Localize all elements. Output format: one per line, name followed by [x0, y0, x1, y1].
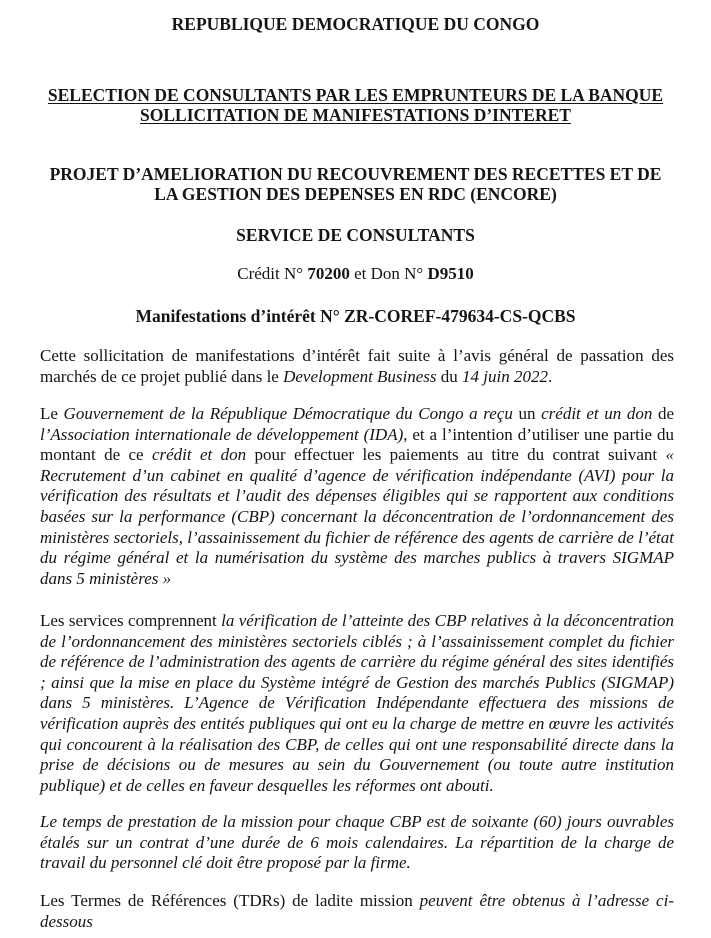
para1-connector: du [436, 366, 463, 386]
project-title-line2: LA GESTION DES DEPENSES EN RDC (ENCORE) [154, 184, 557, 204]
paragraph-tdr [40, 891, 674, 932]
para1-date: 14 juin 2022 [462, 366, 548, 386]
para2-i: pour effectuer les paiements au titre du contrat suivant [246, 445, 666, 465]
para2-contract-title: « Recrutement d’un cabinet en qualité d’agence de vérification indépendante (AVI) pour la vérification des résultats et l’audit des dépenses éligibles qui se rapportent aux conditions basées sur la performance (CBP) concernant la déconcentration de l’ordonnancement des ministères sectoriels, l’assainissement du fichier de référence des agents de carrière de l’état du régime général et la numérisation du système des marches publics à travers SIGMAP dans 5 ministères » [40, 445, 675, 588]
credit-number: 70200 [307, 264, 350, 283]
paragraph-duration [40, 812, 674, 874]
selection-heading-line2: SOLLICITATION DE MANIFESTATIONS D’INTERET [140, 105, 571, 125]
para2-c: un [512, 404, 542, 423]
para5-address-note: peuvent être obtenus à l’adresse ci-dessous [40, 891, 674, 931]
paragraph-intro [40, 346, 674, 387]
para3-a: Les services comprennent [40, 611, 222, 630]
para2-a: Le [40, 404, 64, 423]
project-title-line1: PROJET D’AMELIORATION DU RECOUVREMENT DES RECETTES ET DE [49, 164, 662, 184]
para2-credit-don-2: crédit et don [151, 445, 247, 465]
credit-line [0, 264, 711, 284]
para2-e: de [652, 404, 675, 423]
paragraph-services [40, 611, 674, 796]
credit-prefix: Crédit N° [237, 264, 308, 283]
service-heading: SERVICE DE CONSULTANTS [236, 225, 475, 245]
para3-services-detail: la vérification de l’atteinte des CBP relatives à la déconcentration de l’ordonnancement des ministères sectoriels ciblés ; à l’assainissement complet du fichier de référence de l’administration des agents de carrière du régime général des sites identifiés ; ainsi que la mise en place du Système intégré de Gestion des marchés Publics (SIGMAP) dans 5 ministères. L’Agence de Vérification Indépendante effectuera des missions de vérification auprès des entités publiques qui ont eu la charge de mettre en œuvre les activités qui concourent à la réalisation des CBP, de celles qui ont une responsabilité directe dans la prise de décisions ou de mesures au sein du Gouvernement (ou toute autre institution publique) et de celles en faveur desquelles les réformes ont abouti. [40, 611, 674, 795]
paragraph-financing [40, 404, 674, 589]
para1-publication: Development Business [283, 366, 437, 386]
para2-credit-don: crédit et un don [541, 404, 653, 423]
para1-text: Cette sollicitation de manifestations d’intérêt fait suite à l’avis général de passation des marchés de ce projet publié dans le [40, 346, 674, 386]
para2-ida: l’Association internationale de développement (IDA) [40, 424, 404, 444]
don-prefix: et Don N° [349, 264, 428, 283]
para2-government: Gouvernement de la République Démocratique du Congo a reçu [63, 404, 513, 423]
selection-heading-line1: SELECTION DE CONSULTANTS PAR LES EMPRUNTEURS DE LA BANQUE [47, 85, 664, 105]
para2-g: , et a l’intention d’utiliser une partie du montant de ce [40, 424, 674, 465]
country-heading: REPUBLIQUE DEMOCRATIQUE DU CONGO [171, 14, 540, 34]
manifestation-reference: Manifestations d’intérêt N° ZR-COREF-479634-CS-QCBS [135, 306, 576, 326]
para5-a: Les Termes de Références (TDRs) de ladite mission [40, 891, 420, 910]
para1-end: . [548, 366, 553, 386]
don-number: D9510 [427, 264, 474, 283]
para4-duration-text: Le temps de prestation de la mission pour chaque CBP est de soixante (60) jours ouvrables étalés sur un contrat d’une durée de 6 mois calendaires. La répartition de la charge de travail du personnel clé doit être proposé par la firme. [40, 812, 674, 873]
